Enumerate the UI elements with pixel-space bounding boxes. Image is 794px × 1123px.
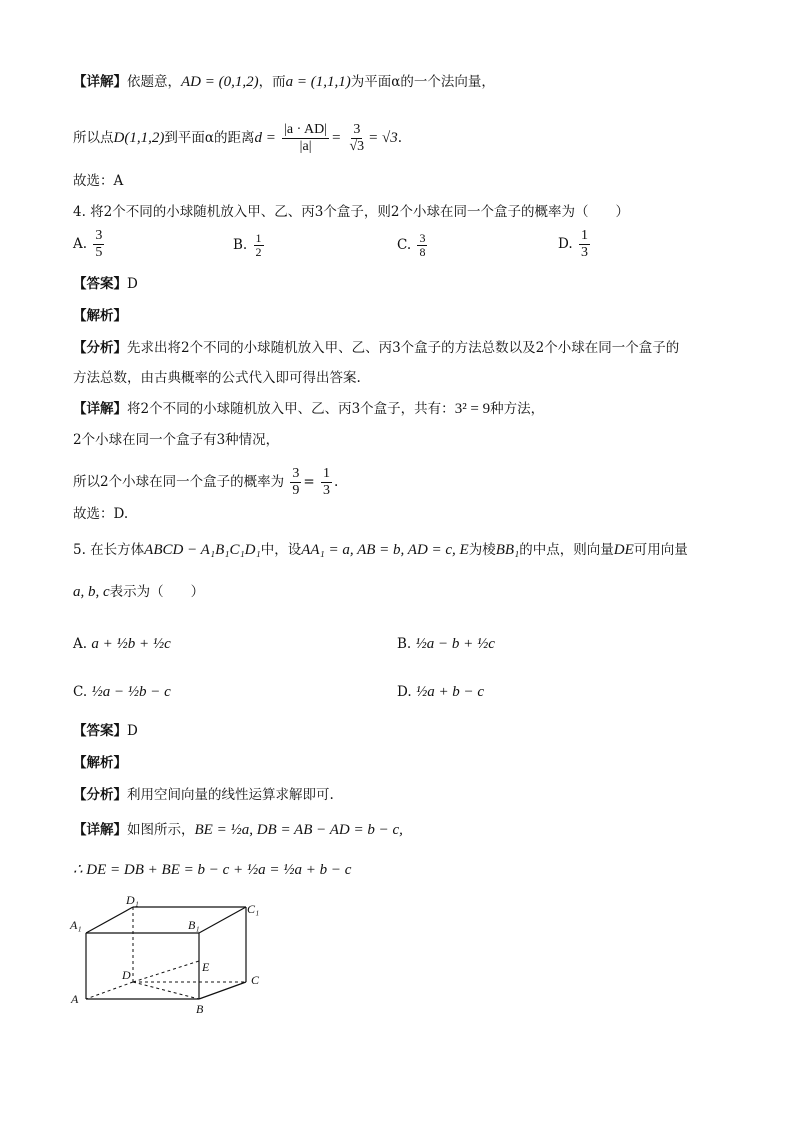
cuboid-figure: [68, 895, 268, 1020]
option-expr: ½a + b − c: [415, 684, 485, 700]
distance-fraction-2: [347, 122, 366, 155]
answer-value: D: [127, 276, 138, 292]
num: 3: [419, 231, 426, 245]
frac-num: |a · AD|: [284, 122, 328, 137]
q4-option-d: [558, 228, 592, 261]
text: 的中点，则向量: [519, 542, 614, 558]
option-fraction: [93, 228, 104, 261]
label-d: D: [122, 968, 131, 982]
q5-detail-1: [73, 820, 403, 840]
q5-option-d: [397, 682, 484, 702]
q5-detail-2: [73, 860, 351, 880]
text: 为棱: [468, 542, 496, 558]
vector-de: DE: [613, 542, 634, 558]
vector-defs: AA₁ = a, AB = b, AD = c, E: [301, 542, 469, 558]
option-expr: ½a − ½b − c: [91, 684, 171, 700]
text: 表示为（ ）: [109, 584, 205, 600]
prob-fraction-2: [321, 466, 332, 499]
den: 5: [95, 245, 103, 260]
option-expr: ½a − b + ½c: [415, 636, 495, 652]
q4-analysis: [73, 306, 127, 326]
text: 到平面α的距离: [164, 130, 255, 146]
detail-tag: 【详解】: [73, 822, 127, 838]
eq: =: [331, 130, 342, 146]
label-c1: C₁: [247, 902, 260, 916]
edge-da: [86, 982, 133, 999]
q4-fenxi-2: 方法总数，由古典概率的公式代入即可得出答案.: [73, 370, 361, 386]
option-label: B.: [233, 237, 248, 253]
label-d1: D₁: [126, 895, 139, 907]
answer-tag: 【答案】: [73, 276, 127, 292]
edge-bb1: BB₁: [495, 542, 520, 558]
prev-distance-line: [73, 122, 402, 155]
frac-den: √3: [349, 139, 365, 154]
formula: 3² = 9: [454, 401, 491, 417]
label-c: C: [251, 973, 260, 987]
edge-de: [133, 961, 199, 982]
q4-option-c: [397, 232, 429, 259]
distance-fraction: [282, 122, 329, 155]
q5-stem-line-1: [73, 540, 688, 560]
box-name: ABCD − A₁B₁C₁D₁: [144, 542, 261, 558]
answer-tag: 【答案】: [73, 723, 127, 739]
num: 1: [580, 228, 588, 243]
q5-answer: [73, 721, 138, 741]
fenxi-tag: 【分析】: [73, 340, 127, 356]
option-fraction: [417, 232, 427, 259]
text: 先求出将2个不同的小球随机放入甲、乙、丙3个盒子的方法总数以及2个小球在同一个盒子的: [127, 340, 680, 356]
text: 依题意，: [127, 74, 181, 90]
text: 将2个不同的小球随机放入甲、乙、丙3个盒子，共有：: [127, 401, 455, 417]
label-e: E: [202, 960, 210, 974]
text: 种方法，: [490, 401, 545, 417]
edge-b1c1: [199, 907, 246, 933]
vector-a: a = (1,1,1): [285, 74, 351, 90]
option-label: D.: [558, 236, 573, 252]
period: .: [334, 474, 339, 490]
prev-detail-line: [73, 72, 495, 92]
q4-fenxi-1: [73, 338, 679, 358]
num: 3: [95, 228, 103, 243]
edge-db: [133, 982, 199, 999]
q4-detail-2: 2个小球在同一个盒子有3种情况，: [73, 432, 280, 448]
text: 为平面α的一个法向量，: [350, 74, 495, 90]
edge-a1d1: [86, 907, 133, 933]
text: 5. 在长方体: [73, 542, 145, 558]
option-label: B.: [397, 636, 412, 652]
q5-stem-line-2: [73, 582, 204, 602]
formula: BE = ½a, DB = AB − AD = b − c,: [194, 822, 403, 838]
prev-answer: 故选：A: [73, 173, 124, 189]
fenxi-tag: 【分析】: [73, 787, 127, 803]
q5-fenxi: [73, 785, 334, 805]
num: 1: [323, 466, 330, 481]
analysis-tag: 【解析】: [73, 308, 127, 324]
q4-detail-3: [73, 466, 338, 499]
den: 3: [580, 245, 588, 260]
label-b: B: [196, 1002, 204, 1016]
q5-option-b: [397, 634, 495, 654]
eq: =: [303, 474, 315, 490]
option-fraction: [254, 232, 264, 259]
den: 3: [323, 483, 330, 498]
result: = √3: [368, 130, 398, 146]
option-label: A.: [73, 236, 88, 252]
den: 8: [419, 245, 426, 259]
option-fraction: [579, 228, 590, 261]
period: .: [397, 130, 403, 146]
detail-tag: 【详解】: [73, 74, 127, 90]
d-lhs: d =: [254, 130, 276, 146]
text: ，而: [258, 74, 286, 90]
q4-final: 故选：D.: [73, 506, 129, 522]
option-expr: a + ½b + ½c: [91, 636, 171, 652]
q4-detail-1: [73, 399, 544, 419]
frac-num: 3: [353, 122, 361, 137]
point-d: D(1,1,2): [113, 130, 165, 146]
q4-option-b: [233, 232, 266, 259]
option-label: D.: [397, 684, 412, 700]
formula: ∴ DE = DB + BE = b − c + ½a = ½a + b − c: [73, 862, 352, 878]
q5-analysis: [73, 753, 127, 773]
num: 1: [255, 231, 262, 245]
vector-ad: AD = (0,1,2): [181, 74, 259, 90]
answer-value: D: [127, 723, 138, 739]
option-label: C.: [73, 684, 88, 700]
text: 所以2个小球在同一个盒子的概率为: [73, 474, 285, 490]
q5-option-c: [73, 682, 171, 702]
option-label: C.: [397, 237, 412, 253]
text: 利用空间向量的线性运算求解即可.: [127, 787, 334, 803]
vectors-abc: a, b, c: [73, 584, 110, 600]
q5-option-a: [73, 634, 171, 654]
frac-den: |a|: [299, 139, 312, 154]
text: 可用向量: [633, 542, 688, 558]
text: 如图所示，: [127, 822, 195, 838]
den: 9: [292, 483, 300, 498]
analysis-tag: 【解析】: [73, 755, 127, 771]
q4-option-a: [73, 228, 106, 261]
q4-stem: 4. 将2个不同的小球随机放入甲、乙、丙3个盒子，则2个小球在同一个盒子的概率为（ ）: [73, 204, 629, 220]
detail-tag: 【详解】: [73, 401, 127, 417]
prob-fraction: [290, 466, 301, 499]
num: 3: [292, 466, 300, 481]
label-b1: B₁: [188, 918, 200, 932]
label-a: A: [71, 992, 79, 1006]
text: 中，设: [260, 542, 302, 558]
option-label: A.: [73, 636, 88, 652]
edge-bc: [199, 982, 246, 999]
q4-answer: [73, 274, 138, 294]
text: 所以点: [73, 130, 114, 146]
den: 2: [255, 245, 262, 259]
label-a1: A₁: [70, 918, 82, 932]
